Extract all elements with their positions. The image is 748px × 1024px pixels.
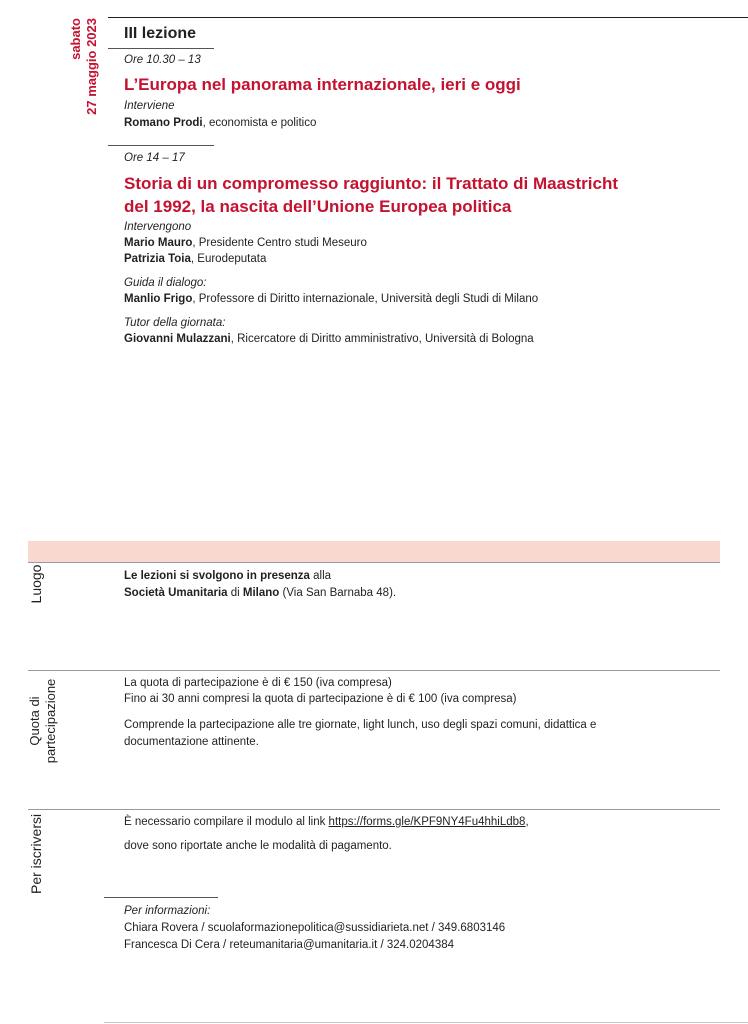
top-rule	[108, 17, 748, 18]
section-band	[28, 541, 720, 562]
session2-time: Ore 14 – 17	[124, 152, 185, 164]
session1-speaker	[124, 115, 316, 131]
luogo-line2	[124, 585, 396, 601]
session2-title-line2: del 1992, la nascita dell’Unione Europea politica	[124, 197, 512, 216]
bottom-rule	[104, 1022, 748, 1023]
speaker-name: Romano Prodi	[124, 117, 203, 129]
lesson-heading: III lezione	[124, 25, 197, 42]
speaker-desc: , Presidente Centro studi Meseuro	[192, 237, 367, 249]
day-label: sabato	[68, 18, 83, 60]
quota-label-line1: Quota di	[27, 696, 42, 746]
venue-city: Milano	[242, 587, 280, 599]
quota-line4: documentazione attinente.	[124, 736, 259, 748]
session2-title-line1: Storia di un compromesso raggiunto: il Trattato di Maastricht	[124, 174, 618, 193]
info-contact1: Chiara Rovera / scuolaformazionepolitica@sussidiarieta.net / 349.6803146	[124, 922, 506, 934]
tutor-label: Tutor della giornata:	[124, 317, 226, 329]
speaker-name: Patrizia Toia	[124, 253, 191, 265]
date-label	[8, 18, 99, 146]
guide-desc: , Professore di Diritto internazionale, Università degli Studi di Milano	[192, 293, 539, 305]
session2-speaker1	[124, 235, 367, 251]
iscrizione-rule	[28, 809, 720, 810]
iscrizione-label: Per iscriversi	[28, 813, 44, 894]
iscrizione-line1	[124, 814, 529, 830]
session1-rule	[108, 48, 214, 49]
quota-rule	[28, 670, 720, 671]
luogo-rest: alla	[309, 570, 332, 582]
guide-person	[124, 291, 538, 307]
registration-link[interactable]: https://forms.gle/KPF9NY4Fu4hhiLdb8	[328, 816, 526, 828]
session1-title: L’Europa nel panorama internazionale, ieri e oggi	[124, 75, 521, 94]
speaker-name: Mario Mauro	[124, 237, 193, 249]
quota-line3: Comprende la partecipazione alle tre giornate, light lunch, uso degli spazi comuni, didattica e	[124, 719, 597, 731]
quota-label	[27, 674, 59, 768]
quota-line2: Fino ai 30 anni compresi la quota di partecipazione è di € 100 (iva compresa)	[124, 693, 517, 705]
iscrizione-post: ,	[525, 816, 529, 828]
guide-name: Manlio Frigo	[124, 293, 193, 305]
session2-speakers-label: Intervengono	[124, 221, 192, 233]
guide-label: Guida il dialogo:	[124, 277, 207, 289]
info-rule	[104, 897, 218, 898]
info-label: Per informazioni:	[124, 905, 211, 917]
speaker-desc: , economista e politico	[202, 117, 317, 129]
luogo-line1	[124, 568, 331, 584]
luogo-label: Luogo	[28, 564, 44, 604]
info-contact2: Francesca Di Cera / reteumanitaria@umanitaria.it / 324.0204384	[124, 939, 455, 951]
tutor-desc: , Ricercatore di Diritto amministrativo, Università di Bologna	[230, 333, 534, 345]
quota-label-line2: partecipazione	[43, 678, 58, 764]
iscrizione-pre: È necessario compilare il modulo al link	[124, 816, 329, 828]
venue-name: Società Umanitaria	[124, 587, 228, 599]
tutor-name: Giovanni Mulazzani	[124, 333, 231, 345]
session1-time: Ore 10.30 – 13	[124, 54, 201, 66]
date-text: 27 maggio 2023	[84, 18, 99, 115]
venue-mid: di	[227, 587, 243, 599]
tutor-person	[124, 331, 534, 347]
luogo-rule	[28, 562, 720, 563]
session2-rule	[108, 145, 214, 146]
iscrizione-line2: dove sono riportate anche le modalità di pagamento.	[124, 840, 392, 852]
session2-speaker2	[124, 251, 266, 267]
venue-address: (Via San Barnaba 48).	[279, 587, 397, 599]
speaker-desc: , Eurodeputata	[190, 253, 267, 265]
luogo-bold: Le lezioni si svolgono in presenza	[124, 570, 310, 582]
session1-role-label: Interviene	[124, 100, 175, 112]
quota-line1: La quota di partecipazione è di € 150 (iva compresa)	[124, 677, 392, 689]
